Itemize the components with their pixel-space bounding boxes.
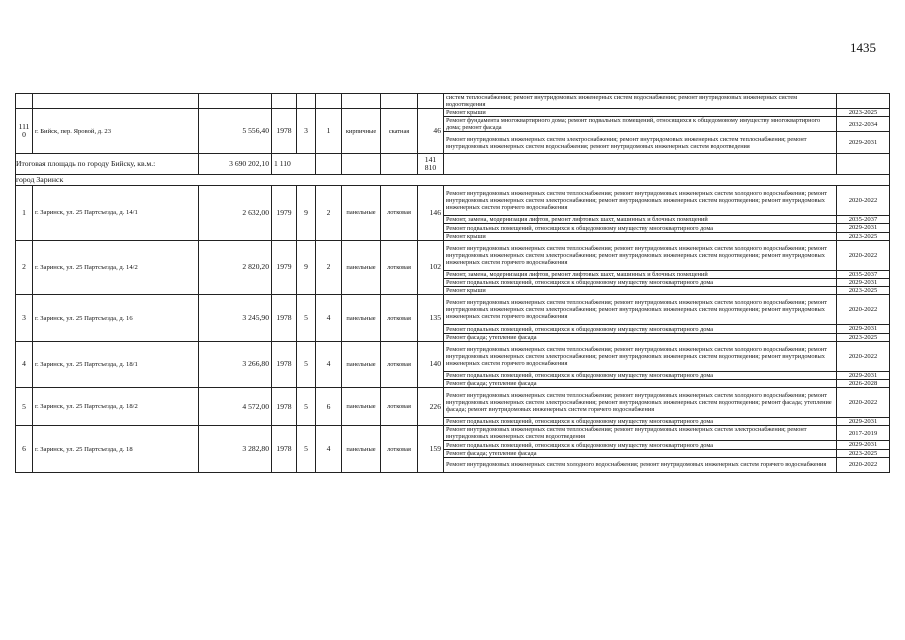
wall-material: панельные	[342, 295, 381, 341]
floors: 5	[297, 426, 316, 472]
floors: 3	[297, 109, 316, 154]
total-area: 2 820,20	[199, 240, 272, 295]
table-row	[16, 341, 890, 371]
table-row	[16, 109, 890, 117]
work-period: 2023-2025	[837, 287, 890, 295]
total-row	[16, 154, 890, 175]
total-area: 3 690 202,10	[199, 154, 272, 175]
total-area: 3 282,80	[199, 426, 272, 472]
work-description: Ремонт крыши	[444, 232, 837, 240]
roof-type: лотковая	[381, 426, 418, 472]
total-area: 5 556,40	[199, 109, 272, 154]
row-number: 3	[16, 295, 33, 341]
work-description: Ремонт крыши	[444, 287, 837, 295]
group-title: город Заринск	[16, 175, 890, 186]
work-period: 2035-2037	[837, 270, 890, 278]
floors: 5	[297, 295, 316, 341]
work-description: Ремонт, замена, модернизация лифтов, ремонт лифтовых шахт, машинных и блочных помещений	[444, 216, 837, 224]
work-period: 2029-2031	[837, 418, 890, 426]
work-period: 2020-2022	[837, 295, 890, 325]
entrances: 4	[316, 341, 342, 387]
work-period: 2023-2025	[837, 449, 890, 457]
table-row	[16, 240, 890, 270]
floors: 5	[297, 341, 316, 387]
apartments: 140	[418, 341, 444, 387]
address: г. Заринск, ул. 25 Партсъезда, д. 14/1	[33, 186, 199, 241]
roof-type: лотковая	[381, 388, 418, 426]
address: г. Заринск, ул. 25 Партсъезда, д. 18/1	[33, 341, 199, 387]
roof-type: лотковая	[381, 186, 418, 241]
total-area: 3 266,80	[199, 341, 272, 387]
work-period: 2020-2022	[837, 388, 890, 418]
address: г. Заринск, ул. 25 Партсъезда, д. 18	[33, 426, 199, 472]
address: г. Заринск, ул. 25 Партсъезда, д. 18/2	[33, 388, 199, 426]
apartments: 146	[418, 186, 444, 241]
capital-repair-table	[15, 93, 890, 473]
work-period: 2026-2028	[837, 380, 890, 388]
entrances: 6	[316, 388, 342, 426]
row-number: 111 0	[16, 109, 33, 154]
apartments: 102	[418, 240, 444, 295]
table-row	[16, 388, 890, 418]
work-description: Ремонт внутридомовых инженерных систем теплоснабжения; ремонт внутридомовых инженерных систем холодного водоснабжения; ремонт внутридомовых инженерных систем электроснабжения; ремонт внутридомовых инженерных систем водоотведения; ремонт внутридомовых инженерных систем горячего водоснабжения	[444, 341, 837, 371]
work-description: Ремонт подвальных помещений, относящихся к общедомовому имуществу многоквартирного дома	[444, 224, 837, 232]
total-label: Итоговая площадь по городу Бийску, кв.м.:	[16, 154, 199, 175]
table-row	[16, 186, 890, 216]
work-period: 2023-2025	[837, 232, 890, 240]
work-description: Ремонт внутридомовых инженерных систем теплоснабжения; ремонт внутридомовых инженерных систем холодного водоснабжения; ремонт внутридомовых инженерных систем электроснабжения; ремонт внутридомовых инженерных систем водоотведения; ремонт внутридомовых инженерных систем горячего водоснабжения	[444, 295, 837, 325]
build-year: 1978	[272, 426, 297, 472]
work-description: Ремонт фасада; утепление фасада	[444, 380, 837, 388]
address: г. Бийск, пер. Яровой, д. 23	[33, 109, 199, 154]
total-area: 3 245,90	[199, 295, 272, 341]
build-year: 1979	[272, 186, 297, 241]
work-description: Ремонт внутридомовых инженерных систем холодного водоснабжения; ремонт внутридомовых инженерных систем горячего водоснабжения	[444, 457, 837, 472]
work-description: Ремонт внутридомовых инженерных систем теплоснабжения; ремонт внутридомовых инженерных систем холодного водоснабжения; ремонт внутридомовых инженерных систем электроснабжения; ремонт внутридомовых инженерных систем водоотведения; ремонт фасада; утепление фасада; ремонт внутридомовых инженерных систем горячего водоснабжения	[444, 388, 837, 418]
work-period: 2020-2022	[837, 186, 890, 216]
build-year: 1978	[272, 341, 297, 387]
work-period: 2029-2031	[837, 371, 890, 379]
row-number: 6	[16, 426, 33, 472]
roof-type: лотковая	[381, 295, 418, 341]
work-description: Ремонт подвальных помещений, относящихся к общедомовому имуществу многоквартирного дома	[444, 441, 837, 449]
work-period: 2029-2031	[837, 132, 890, 154]
entrances: 4	[316, 295, 342, 341]
row-number: 1	[16, 186, 33, 241]
work-description: Ремонт фасада; утепление фасада	[444, 449, 837, 457]
entrances: 2	[316, 240, 342, 295]
apartments: 159	[418, 426, 444, 472]
entrances: 4	[316, 426, 342, 472]
roof-type: лотковая	[381, 341, 418, 387]
work-description: Ремонт подвальных помещений, относящихся к общедомовому имуществу многоквартирного дома	[444, 371, 837, 379]
roof-type: лотковая	[381, 240, 418, 295]
table-row	[16, 295, 890, 325]
work-period: 2029-2031	[837, 224, 890, 232]
work-period: 2035-2037	[837, 216, 890, 224]
apartments: 135	[418, 295, 444, 341]
total-area: 2 632,00	[199, 186, 272, 241]
work-description: Ремонт, замена, модернизация лифтов, ремонт лифтовых шахт, машинных и блочных помещений	[444, 270, 837, 278]
page-number: 1435	[850, 40, 876, 55]
wall-material: панельные	[342, 388, 381, 426]
floors: 9	[297, 240, 316, 295]
address: г. Заринск, ул. 25 Партсъезда, д. 14/2	[33, 240, 199, 295]
work-period: 2023-2025	[837, 333, 890, 341]
work-description: Ремонт внутридомовых инженерных систем теплоснабжения; ремонт внутридомовых инженерных систем холодного водоснабжения; ремонт внутридомовых инженерных систем электроснабжения; ремонт внутридомовых инженерных систем водоотведения; ремонт внутридомовых инженерных систем горячего водоснабжения	[444, 186, 837, 216]
build-year: 1978	[272, 388, 297, 426]
floors: 9	[297, 186, 316, 241]
work-description: Ремонт фундамента многоквартирного дома; ремонт подвальных помещений, относящихся к общедомовому имуществу многоквартирного дома; ремонт фасада	[444, 117, 837, 132]
table-row	[16, 426, 890, 441]
work-period: 2029-2031	[837, 441, 890, 449]
work-period: 2017-2019	[837, 426, 890, 441]
build-year: 1978	[272, 295, 297, 341]
address: г. Заринск, ул. 25 Партсъезда, д. 16	[33, 295, 199, 341]
roof-type: скатная	[381, 109, 418, 154]
group-row	[16, 175, 890, 186]
wall-material: панельные	[342, 186, 381, 241]
work-period: 2029-2031	[837, 279, 890, 287]
work-description: Ремонт крыши	[444, 109, 837, 117]
work-description: систем теплоснабжения; ремонт внутридомовых инженерных систем водоснабжения; ремонт внутридомовых инженерных систем водоотведения	[444, 94, 837, 109]
row-number: 2	[16, 240, 33, 295]
work-period: 2023-2025	[837, 109, 890, 117]
total-apartments: 141 810	[418, 154, 444, 175]
entrances: 2	[316, 186, 342, 241]
total-count: 1 110	[272, 154, 316, 175]
total-area: 4 572,00	[199, 388, 272, 426]
work-period: 2029-2031	[837, 325, 890, 333]
build-year: 1978	[272, 109, 297, 154]
work-description: Ремонт внутридомовых инженерных систем теплоснабжения; ремонт внутридомовых инженерных систем холодного водоснабжения; ремонт внутридомовых инженерных систем электроснабжения; ремонт внутридомовых инженерных систем водоотведения; ремонт внутридомовых инженерных систем горячего водоснабжения	[444, 240, 837, 270]
apartments: 226	[418, 388, 444, 426]
work-period: 2020-2022	[837, 341, 890, 371]
work-description: Ремонт подвальных помещений, относящихся к общедомовому имуществу многоквартирного дома	[444, 325, 837, 333]
work-description: Ремонт внутридомовых инженерных систем электроснабжения; ремонт внутридомовых инженерных систем теплоснабжения; ремонт внутридомовых инженерных систем водоснабжения; ремонт внутридомовых инженерных систем водоотведения	[444, 132, 837, 154]
work-description: Ремонт подвальных помещений, относящихся к общедомовому имуществу многоквартирного дома	[444, 279, 837, 287]
work-description: Ремонт внутридомовых инженерных систем теплоснабжения; ремонт внутридомовых инженерных систем электроснабжения; ремонт внутридомовых инженерных систем водоотведения	[444, 426, 837, 441]
wall-material: кирпичные	[342, 109, 381, 154]
floors: 5	[297, 388, 316, 426]
table-body	[16, 94, 890, 473]
row-number: 4	[16, 341, 33, 387]
work-period: 2020-2022	[837, 240, 890, 270]
work-period: 2032-2034	[837, 117, 890, 132]
entrances: 1	[316, 109, 342, 154]
work-period: 2020-2022	[837, 457, 890, 472]
build-year: 1979	[272, 240, 297, 295]
wall-material: панельные	[342, 240, 381, 295]
table-row	[16, 94, 890, 109]
apartments: 46	[418, 109, 444, 154]
wall-material: панельные	[342, 426, 381, 472]
work-description: Ремонт подвальных помещений, относящихся к общедомовому имуществу многоквартирного дома	[444, 418, 837, 426]
work-description: Ремонт фасада; утепление фасада	[444, 333, 837, 341]
row-number: 5	[16, 388, 33, 426]
wall-material: панельные	[342, 341, 381, 387]
